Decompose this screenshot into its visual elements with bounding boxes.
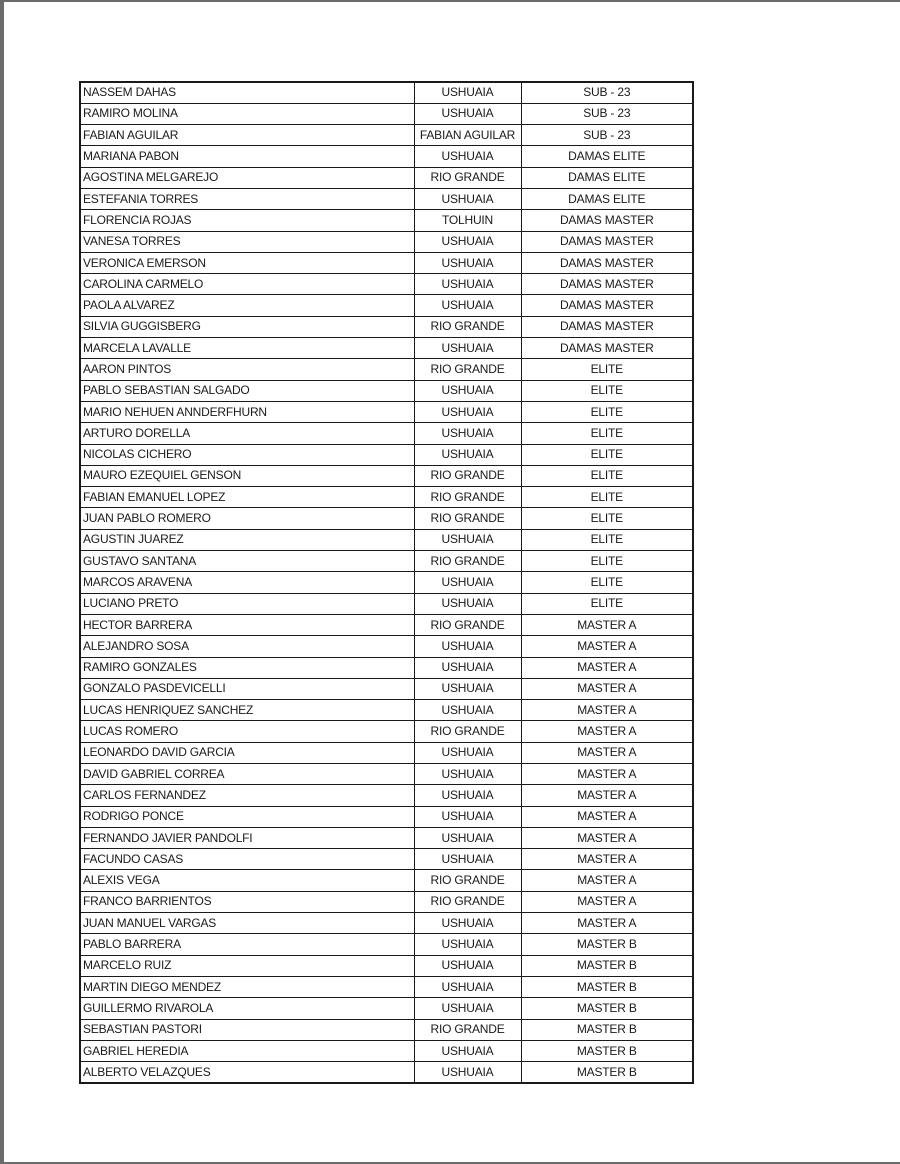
city-cell: USHUAIA [414,742,521,763]
category-cell: ELITE [521,529,693,550]
category-cell: MASTER A [521,657,693,678]
rider-name-cell: CAROLINA CARMELO [80,274,414,295]
table-row [80,103,693,124]
city-cell: RIO GRANDE [414,870,521,891]
table-row [80,401,693,422]
rider-name-cell: GUILLERMO RIVAROLA [80,998,414,1019]
table-row [80,742,693,763]
table-row [80,976,693,997]
rider-name-cell: PABLO BARRERA [80,934,414,955]
city-cell: USHUAIA [414,827,521,848]
city-cell: RIO GRANDE [414,465,521,486]
category-cell: MASTER B [521,1062,693,1083]
table-row [80,167,693,188]
city-cell: USHUAIA [414,444,521,465]
category-cell: MASTER A [521,700,693,721]
table-row [80,593,693,614]
category-cell: ELITE [521,572,693,593]
table-row [80,316,693,337]
table-row [80,423,693,444]
rider-name-cell: AARON PINTOS [80,359,414,380]
city-cell: USHUAIA [414,82,521,103]
table-row [80,806,693,827]
category-cell: ELITE [521,593,693,614]
city-cell: USHUAIA [414,146,521,167]
category-cell: MASTER A [521,806,693,827]
rider-name-cell: GUSTAVO SANTANA [80,551,414,572]
category-cell: DAMAS MASTER [521,274,693,295]
rider-name-cell: JUAN MANUEL VARGAS [80,913,414,934]
table-row [80,678,693,699]
city-cell: USHUAIA [414,274,521,295]
table-row [80,82,693,103]
city-cell: USHUAIA [414,1062,521,1083]
table-row [80,529,693,550]
city-cell: USHUAIA [414,593,521,614]
category-cell: MASTER A [521,785,693,806]
table-row [80,934,693,955]
city-cell: RIO GRANDE [414,1019,521,1040]
category-cell: DAMAS MASTER [521,231,693,252]
table-row [80,849,693,870]
city-cell: RIO GRANDE [414,721,521,742]
city-cell: USHUAIA [414,252,521,273]
rider-name-cell: ARTURO DORELLA [80,423,414,444]
rider-name-cell: DAVID GABRIEL CORREA [80,764,414,785]
table-row [80,572,693,593]
rider-name-cell: MARTIN DIEGO MENDEZ [80,976,414,997]
rider-name-cell: JUAN PABLO ROMERO [80,508,414,529]
rider-name-cell: GABRIEL HEREDIA [80,1040,414,1061]
city-cell: USHUAIA [414,103,521,124]
city-cell: USHUAIA [414,636,521,657]
category-cell: MASTER A [521,742,693,763]
category-cell: MASTER A [521,636,693,657]
rider-name-cell: FRANCO BARRIENTOS [80,891,414,912]
city-cell: USHUAIA [414,700,521,721]
rider-name-cell: LUCAS ROMERO [80,721,414,742]
table-row [80,146,693,167]
table-row [80,231,693,252]
category-cell: SUB - 23 [521,82,693,103]
table-row [80,827,693,848]
city-cell: USHUAIA [414,380,521,401]
city-cell: USHUAIA [414,338,521,359]
table-row [80,487,693,508]
rider-name-cell: RAMIRO MOLINA [80,103,414,124]
rider-name-cell: VERONICA EMERSON [80,252,414,273]
table-row [80,295,693,316]
rider-name-cell: FABIAN AGUILAR [80,125,414,146]
category-cell: SUB - 23 [521,103,693,124]
table-row [80,1019,693,1040]
table-row [80,210,693,231]
rider-name-cell: MARIO NEHUEN ANNDERFHURN [80,401,414,422]
rider-name-cell: MARCELA LAVALLE [80,338,414,359]
rider-name-cell: PAOLA ALVAREZ [80,295,414,316]
category-cell: ELITE [521,551,693,572]
table-row [80,614,693,635]
category-cell: MASTER A [521,913,693,934]
rider-name-cell: AGOSTINA MELGAREJO [80,167,414,188]
table-row [80,1062,693,1083]
category-cell: ELITE [521,423,693,444]
city-cell: USHUAIA [414,785,521,806]
table-row [80,444,693,465]
city-cell: USHUAIA [414,934,521,955]
rider-name-cell: MARCELO RUIZ [80,955,414,976]
category-cell: MASTER A [521,614,693,635]
rider-name-cell: HECTOR BARRERA [80,614,414,635]
city-cell: USHUAIA [414,678,521,699]
category-cell: ELITE [521,359,693,380]
rider-name-cell: PABLO SEBASTIAN SALGADO [80,380,414,401]
table-row [80,274,693,295]
rider-name-cell: LEONARDO DAVID GARCIA [80,742,414,763]
category-cell: MASTER A [521,891,693,912]
category-cell: DAMAS MASTER [521,316,693,337]
rider-name-cell: SEBASTIAN PASTORI [80,1019,414,1040]
city-cell: USHUAIA [414,572,521,593]
roster-table-body [80,82,693,1083]
rider-name-cell: ALEXIS VEGA [80,870,414,891]
city-cell: TOLHUIN [414,210,521,231]
rider-name-cell: ALEJANDRO SOSA [80,636,414,657]
city-cell: USHUAIA [414,913,521,934]
category-cell: MASTER A [521,827,693,848]
table-row [80,380,693,401]
rider-name-cell: FERNANDO JAVIER PANDOLFI [80,827,414,848]
table-row [80,657,693,678]
rider-name-cell: FLORENCIA ROJAS [80,210,414,231]
category-cell: DAMAS ELITE [521,167,693,188]
category-cell: ELITE [521,444,693,465]
table-row [80,955,693,976]
category-cell: DAMAS MASTER [521,295,693,316]
table-row [80,764,693,785]
category-cell: MASTER B [521,1019,693,1040]
city-cell: RIO GRANDE [414,614,521,635]
category-cell: MASTER B [521,976,693,997]
category-cell: ELITE [521,508,693,529]
city-cell: USHUAIA [414,998,521,1019]
rider-name-cell: NASSEM DAHAS [80,82,414,103]
rider-name-cell: CARLOS FERNANDEZ [80,785,414,806]
table-row [80,125,693,146]
city-cell: USHUAIA [414,231,521,252]
category-cell: MASTER B [521,998,693,1019]
category-cell: ELITE [521,487,693,508]
city-cell: USHUAIA [414,295,521,316]
category-cell: ELITE [521,465,693,486]
table-row [80,465,693,486]
city-cell: USHUAIA [414,1040,521,1061]
table-row [80,188,693,209]
rider-name-cell: MAURO EZEQUIEL GENSON [80,465,414,486]
rider-name-cell: VANESA TORRES [80,231,414,252]
rider-name-cell: LUCAS HENRIQUEZ SANCHEZ [80,700,414,721]
rider-name-cell: ESTEFANIA TORRES [80,188,414,209]
rider-name-cell: FACUNDO CASAS [80,849,414,870]
table-row [80,891,693,912]
city-cell: USHUAIA [414,188,521,209]
table-row [80,338,693,359]
category-cell: MASTER B [521,955,693,976]
city-cell: FABIAN AGUILAR [414,125,521,146]
category-cell: DAMAS ELITE [521,188,693,209]
category-cell: MASTER B [521,934,693,955]
table-row [80,721,693,742]
table-row [80,551,693,572]
city-cell: RIO GRANDE [414,551,521,572]
table-row [80,252,693,273]
rider-name-cell: MARCOS ARAVENA [80,572,414,593]
table-row [80,1040,693,1061]
rider-name-cell: AGUSTIN JUAREZ [80,529,414,550]
city-cell: USHUAIA [414,955,521,976]
category-cell: DAMAS MASTER [521,338,693,359]
rider-name-cell: RAMIRO GONZALES [80,657,414,678]
city-cell: USHUAIA [414,976,521,997]
category-cell: MASTER A [521,849,693,870]
table-row [80,700,693,721]
category-cell: MASTER A [521,678,693,699]
city-cell: RIO GRANDE [414,167,521,188]
table-row [80,359,693,380]
city-cell: USHUAIA [414,423,521,444]
city-cell: RIO GRANDE [414,359,521,380]
table-row [80,913,693,934]
city-cell: USHUAIA [414,806,521,827]
table-row [80,508,693,529]
city-cell: RIO GRANDE [414,891,521,912]
category-cell: SUB - 23 [521,125,693,146]
roster-table [79,81,694,1084]
category-cell: DAMAS MASTER [521,210,693,231]
rider-name-cell: MARIANA PABON [80,146,414,167]
city-cell: RIO GRANDE [414,316,521,337]
city-cell: USHUAIA [414,764,521,785]
category-cell: DAMAS ELITE [521,146,693,167]
rider-name-cell: GONZALO PASDEVICELLI [80,678,414,699]
category-cell: ELITE [521,401,693,422]
city-cell: USHUAIA [414,849,521,870]
city-cell: USHUAIA [414,529,521,550]
rider-name-cell: SILVIA GUGGISBERG [80,316,414,337]
city-cell: RIO GRANDE [414,508,521,529]
rider-name-cell: FABIAN EMANUEL LOPEZ [80,487,414,508]
category-cell: MASTER A [521,870,693,891]
city-cell: RIO GRANDE [414,487,521,508]
category-cell: MASTER A [521,721,693,742]
rider-name-cell: NICOLAS CICHERO [80,444,414,465]
rider-name-cell: LUCIANO PRETO [80,593,414,614]
category-cell: MASTER B [521,1040,693,1061]
city-cell: USHUAIA [414,401,521,422]
category-cell: ELITE [521,380,693,401]
city-cell: USHUAIA [414,657,521,678]
table-row [80,636,693,657]
table-row [80,870,693,891]
table-row [80,785,693,806]
category-cell: MASTER A [521,764,693,785]
rider-name-cell: RODRIGO PONCE [80,806,414,827]
rider-name-cell: ALBERTO VELAZQUES [80,1062,414,1083]
category-cell: DAMAS MASTER [521,252,693,273]
table-row [80,998,693,1019]
